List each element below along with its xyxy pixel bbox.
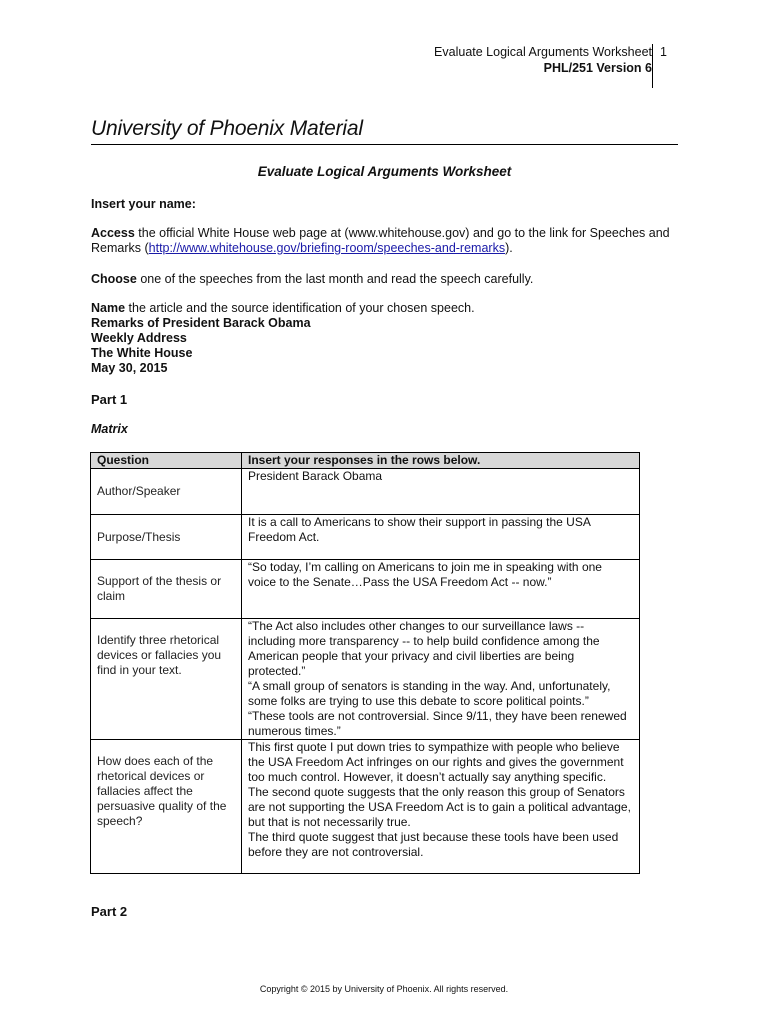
- answer-line: “These tools are not controversial. Since 9/11, they have been renewed numerous times.”: [248, 709, 627, 738]
- question-cell: Identify three rhetorical devices or fallacies you find in your text.: [91, 619, 242, 740]
- choose-instruction: [91, 272, 681, 287]
- answer-line: This first quote I put down tries to sympathize with people who believe the USA Freedom Act infringes on our rights and gives the government too much control. However, it doesn’t actually say anything specific.: [248, 740, 624, 784]
- page-number: 1: [660, 45, 667, 59]
- name-text: the article and the source identification of your chosen speech.: [125, 301, 475, 315]
- name-lead: Name: [91, 301, 126, 315]
- banner-title: University of Phoenix Material: [91, 117, 363, 140]
- answer-cell[interactable]: [242, 740, 640, 874]
- access-text-end: ).: [505, 241, 513, 255]
- document-title: Evaluate Logical Arguments Worksheet: [257, 164, 512, 179]
- table-row: [91, 560, 640, 619]
- speech-title: Remarks of President Barack Obama: [91, 316, 311, 330]
- answer-line: The third quote suggest that just because these tools have been used before they are not controversial.: [248, 830, 619, 859]
- running-header: [434, 44, 652, 76]
- table-row: [91, 515, 640, 560]
- question-cell: Author/Speaker: [91, 469, 242, 515]
- part1-heading: Part 1: [91, 392, 128, 407]
- answer-line: “So today, I’m calling on Americans to join me in speaking with one voice to the Senate…Pass the USA Freedom Act -- now.”: [248, 560, 602, 589]
- answer-line: President Barack Obama: [248, 469, 383, 483]
- answer-cell[interactable]: [242, 560, 640, 619]
- table-header-row: [91, 453, 640, 469]
- table-row: [91, 740, 640, 874]
- header-title: Evaluate Logical Arguments Worksheet: [434, 45, 652, 59]
- header-question: Question: [91, 453, 242, 469]
- table-row: [91, 619, 640, 740]
- question-cell: Purpose/Thesis: [91, 515, 242, 560]
- answer-line: “A small group of senators is standing in the way. And, unfortunately, some folks are trying to use this debate to score political points.”: [248, 679, 611, 708]
- choose-lead: Choose: [91, 272, 137, 286]
- access-lead: Access: [91, 226, 135, 240]
- answer-line: The second quote suggests that the only reason this group of Senators are not supporting the USA Freedom Act is to gain a political advantage, but that is not necessarily true.: [248, 785, 631, 829]
- matrix-table: [90, 452, 640, 874]
- speeches-link[interactable]: http://www.whitehouse.gov/briefing-room/speeches-and-remarks: [148, 241, 506, 255]
- question-cell: Support of the thesis or claim: [91, 560, 242, 619]
- copyright-footer: Copyright © 2015 by University of Phoenix. All rights reserved.: [259, 984, 509, 994]
- insert-name-label: Insert your name:: [91, 197, 196, 211]
- banner-rule: [91, 144, 678, 145]
- choose-text: one of the speeches from the last month and read the speech carefully.: [136, 272, 534, 286]
- access-text: the official White House web page at (www.whitehouse.gov) and go to the link for Speeches and Remarks (: [91, 226, 670, 255]
- question-cell: How does each of the rhetorical devices or fallacies affect the persuasive quality of the speech?: [91, 740, 242, 874]
- header-version: PHL/251 Version 6: [543, 61, 652, 75]
- answer-cell[interactable]: [242, 469, 640, 515]
- speech-source-lines: [91, 316, 681, 376]
- header-divider: [652, 44, 653, 88]
- speech-type: Weekly Address: [91, 331, 187, 345]
- answer-line: It is a call to Americans to show their support in passing the USA Freedom Act.: [248, 515, 591, 544]
- name-instruction: [91, 301, 681, 316]
- speech-date: May 30, 2015: [91, 361, 168, 375]
- part2-heading: Part 2: [91, 904, 128, 919]
- table-row: [91, 469, 640, 515]
- access-instruction: [91, 226, 681, 256]
- answer-line: “The Act also includes other changes to our surveillance laws -- including more transparency -- to help build confidence among the American people that your privacy and civil liberties are being protected.”: [248, 619, 600, 678]
- answer-cell[interactable]: [242, 619, 640, 740]
- answer-cell[interactable]: [242, 515, 640, 560]
- matrix-label: Matrix: [91, 422, 128, 436]
- speech-source: The White House: [91, 346, 193, 360]
- header-responses: Insert your responses in the rows below.: [242, 453, 640, 469]
